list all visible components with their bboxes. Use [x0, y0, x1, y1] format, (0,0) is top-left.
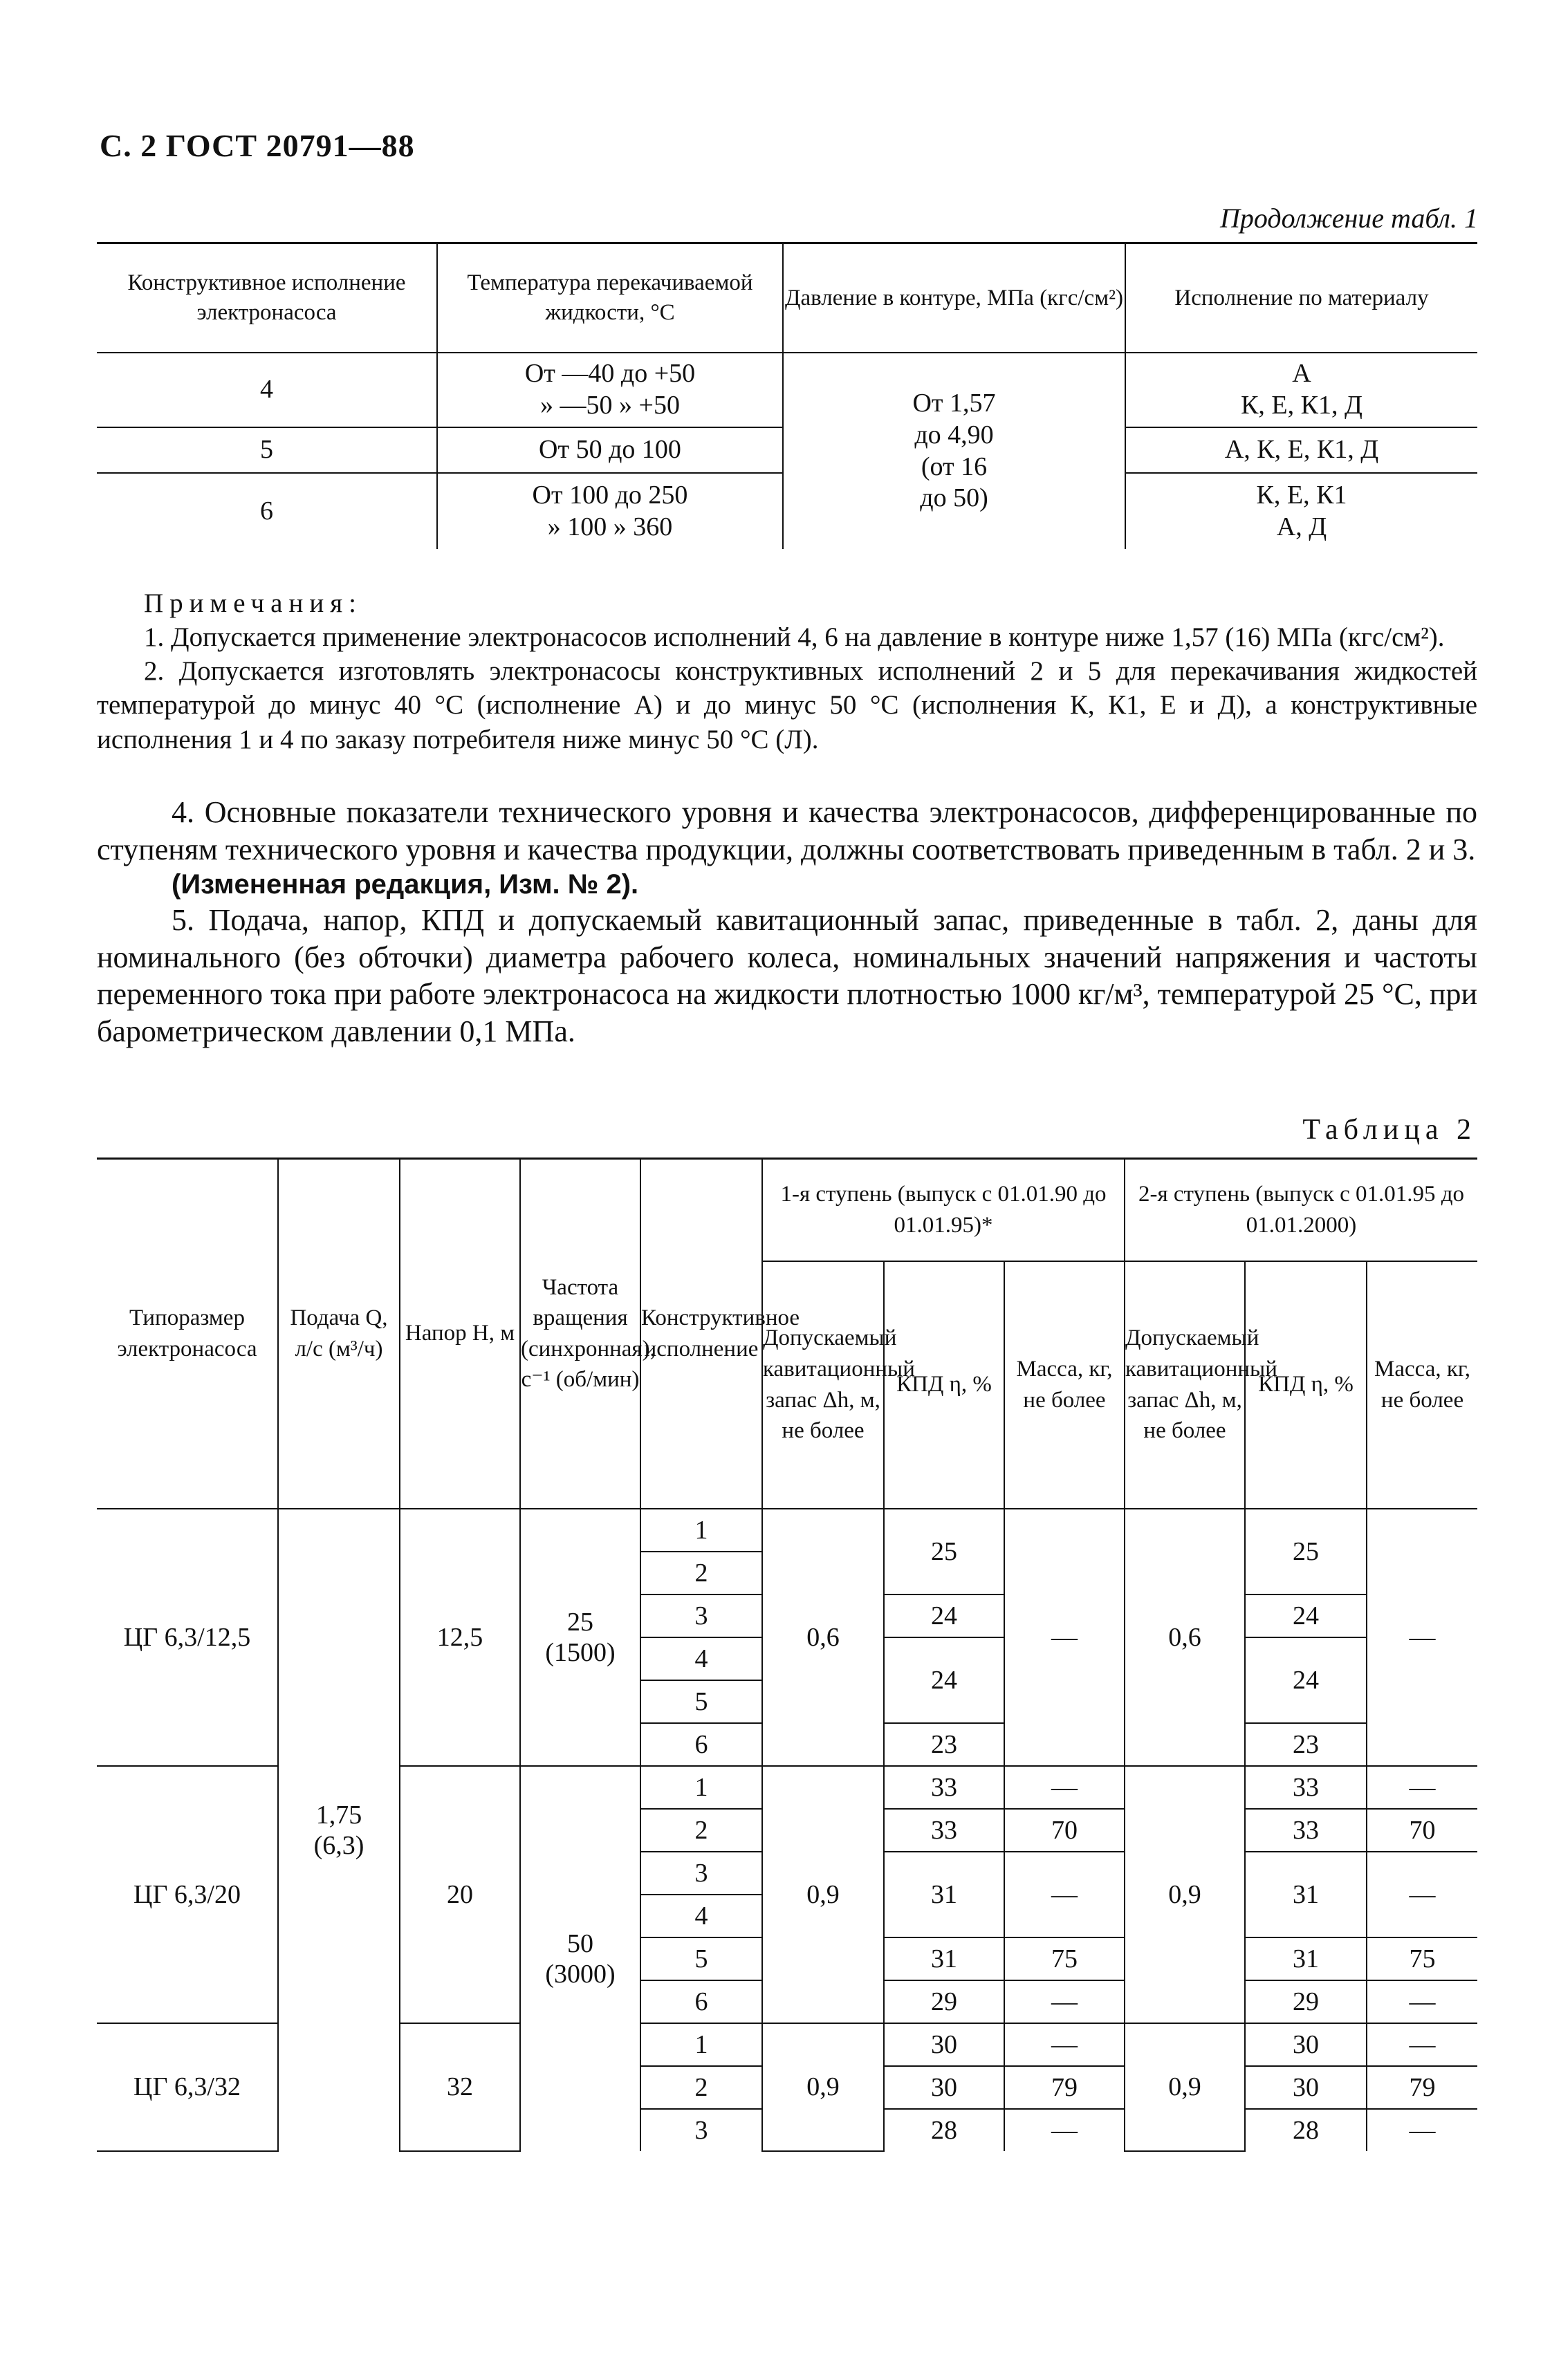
cell-head: 20: [400, 1766, 520, 2023]
cell-efficiency-1: 30: [884, 2066, 1004, 2109]
cell-pressure: От 1,57 до 4,90 (от 16 до 50): [783, 353, 1125, 549]
body-text: [97, 794, 1477, 1050]
notes-heading: Примечания:: [144, 588, 362, 618]
cell-efficiency-2: 24: [1245, 1595, 1367, 1637]
cell-efficiency-1: 31: [884, 1937, 1004, 1980]
cell-version: 3: [640, 1595, 762, 1637]
col-header-flow: Подача Q, л/с (м³/ч): [278, 1159, 400, 1509]
cell-type: ЦГ 6,3/12,5: [97, 1509, 278, 1766]
table-2: [97, 1158, 1477, 2152]
cell-version: 6: [260, 496, 273, 526]
col-header-efficiency-1: КПД η, %: [884, 1261, 1004, 1509]
cell-head: 12,5: [400, 1509, 520, 1766]
cell-npsh-2: 0,9: [1125, 2023, 1245, 2151]
cell-version: 2: [640, 1552, 762, 1595]
cell-flow: 1,75 (6,3): [278, 1509, 400, 2151]
cell-mass-1: 79: [1004, 2066, 1125, 2109]
table-row: [97, 353, 1477, 427]
cell-mass-2: —: [1367, 1509, 1477, 1766]
cell-efficiency-1: 30: [884, 2023, 1004, 2066]
cell-version: 4: [640, 1895, 762, 1937]
cell-version: 3: [640, 1852, 762, 1895]
col-header-material: Исполнение по материалу: [1125, 243, 1477, 353]
cell-frequency: 50 (3000): [520, 1766, 640, 2151]
col-header-mass-1: Масса, кг, не более: [1004, 1261, 1125, 1509]
cell-temperature: От 50 до 100: [437, 427, 783, 473]
cell-head: 32: [400, 2023, 520, 2151]
col-header-temperature: Температура перекачиваемой жидкости, °С: [437, 243, 783, 353]
cell-mass-2: —: [1367, 2023, 1477, 2066]
cell-temperature: От 100 до 250 » 100 » 360: [437, 473, 783, 549]
cell-version: 2: [640, 1809, 762, 1852]
col-header-version: Конструктивное исполнение: [640, 1159, 762, 1509]
cell-version: 4: [97, 353, 437, 427]
col-header-version: Конструктивное исполнение электронасоса: [97, 243, 437, 353]
cell-efficiency-1: 28: [884, 2109, 1004, 2151]
cell-efficiency-1: 24: [884, 1595, 1004, 1637]
col-header-pressure: Давление в контуре, МПа (кгс/см²): [783, 243, 1125, 353]
cell-efficiency-2: 30: [1245, 2066, 1367, 2109]
cell-efficiency-1: 25: [884, 1509, 1004, 1595]
cell-efficiency-2: 31: [1245, 1852, 1367, 1937]
col-header-mass-2: Масса, кг, не более: [1367, 1261, 1477, 1509]
cell-mass-1: 75: [1004, 1937, 1125, 1980]
cell-version: 3: [640, 2109, 762, 2151]
cell-version: 4: [640, 1637, 762, 1680]
cell-version: 6: [640, 1980, 762, 2023]
cell-efficiency-1: 33: [884, 1766, 1004, 1809]
cell-mass-1: 70: [1004, 1809, 1125, 1852]
cell-temperature: От —40 до +50 » —50 » +50: [437, 353, 783, 427]
cell-efficiency-1: 23: [884, 1723, 1004, 1766]
cell-mass-1: —: [1004, 2109, 1125, 2151]
cell-efficiency-2: 33: [1245, 1766, 1367, 1809]
cell-mass-1: —: [1004, 1980, 1125, 2023]
cell-version: 1: [640, 1766, 762, 1809]
cell-efficiency-2: 30: [1245, 2023, 1367, 2066]
cell-efficiency-2: 28: [1245, 2109, 1367, 2151]
cell-version: 5: [640, 1680, 762, 1723]
cell-npsh-2: 0,9: [1125, 1766, 1245, 2023]
col-header-head: Напор H, м: [400, 1159, 520, 1509]
cell-material: А К, Е, К1, Д: [1125, 353, 1477, 427]
cell-efficiency-2: 31: [1245, 1937, 1367, 1980]
note-1: 1. Допускается применение электронасосов исполнений 4, 6 на давление в контуре ниже 1,57 (16) МПа (кгс/см²).: [144, 622, 1445, 653]
cell-mass-2: 70: [1367, 1809, 1477, 1852]
cell-mass-2: —: [1367, 1852, 1477, 1937]
cell-mass-2: 75: [1367, 1937, 1477, 1980]
cell-type: ЦГ 6,3/20: [97, 1766, 278, 2023]
cell-npsh-1: 0,9: [762, 2023, 884, 2151]
cell-mass-2: —: [1367, 2109, 1477, 2151]
table1-caption: Продолжение табл. 1: [1219, 203, 1478, 234]
cell-type: ЦГ 6,3/32: [97, 2023, 278, 2151]
cell-efficiency-1: 33: [884, 1809, 1004, 1852]
cell-mass-2: —: [1367, 1766, 1477, 1809]
notes: [97, 586, 1477, 756]
cell-efficiency-2: 29: [1245, 1980, 1367, 2023]
cell-mass-1: —: [1004, 2023, 1125, 2066]
table-header-row: [97, 1159, 1477, 1261]
cell-version: 2: [640, 2066, 762, 2109]
cell-efficiency-2: 25: [1245, 1509, 1367, 1595]
col-header-npsh-1: Допускаемый кавитационный запас Δh, м, не более: [762, 1261, 884, 1509]
cell-mass-2: —: [1367, 1980, 1477, 2023]
cell-efficiency-1: 31: [884, 1852, 1004, 1937]
cell-material: А, К, Е, К1, Д: [1125, 427, 1477, 473]
cell-mass-1: —: [1004, 1766, 1125, 1809]
table-header-row: [97, 243, 1477, 353]
cell-npsh-1: 0,6: [762, 1509, 884, 1766]
cell-version: 1: [640, 2023, 762, 2066]
cell-version: 6: [640, 1723, 762, 1766]
col-header-stage-2: 2-я ступень (выпуск с 01.01.95 до 01.01.2000): [1125, 1159, 1477, 1261]
table-row: [97, 1509, 1477, 1552]
page-title: С. 2 ГОСТ 20791—88: [100, 128, 415, 163]
cell-efficiency-1: 29: [884, 1980, 1004, 2023]
cell-npsh-2: 0,6: [1125, 1509, 1245, 1766]
col-header-efficiency-2: КПД η, %: [1245, 1261, 1367, 1509]
cell-npsh-1: 0,9: [762, 1766, 884, 2023]
cell-efficiency-1: 24: [884, 1637, 1004, 1723]
cell-frequency: 25 (1500): [520, 1509, 640, 1766]
cell-efficiency-2: 24: [1245, 1637, 1367, 1723]
col-header-type: Типоразмер электронасоса: [97, 1159, 278, 1509]
note-2: 2. Допускается изготовлять электронасосы конструктивных исполнений 2 и 5 для перекачивания жидкостей температурой до минус 40 °С (исполнение А) и до минус 50 °С (исполнения К, К1, Е и Д), а конструктивные исполнения 1 и 4 по заказу потребителя ниже минус 50 °С (Л).: [97, 656, 1477, 754]
cell-version: 5: [640, 1937, 762, 1980]
col-header-frequency: Частота вращения (синхронная), с⁻¹ (об/мин): [520, 1159, 640, 1509]
cell-mass-1: —: [1004, 1509, 1125, 1766]
cell-version: 1: [640, 1509, 762, 1552]
col-header-stage-1: 1-я ступень (выпуск с 01.01.90 до 01.01.95)*: [762, 1159, 1125, 1261]
cell-material: К, Е, К1 А, Д: [1125, 473, 1477, 549]
cell-version: 5: [97, 427, 437, 473]
cell-efficiency-2: 23: [1245, 1723, 1367, 1766]
paragraph-4: 4. Основные показатели технического уровня и качества электронасосов, дифференцированные по ступеням технического уровня и качества продукции, должны соответствовать приведенным в табл. 2 и 3.: [97, 795, 1477, 866]
cell-efficiency-2: 33: [1245, 1809, 1367, 1852]
amendment-note: (Измененная редакция, Изм. № 2).: [172, 869, 639, 900]
table2-caption: Таблица 2: [1302, 1114, 1477, 1146]
cell-mass-1: —: [1004, 1852, 1125, 1937]
table-1-continuation: [97, 242, 1477, 549]
paragraph-5: 5. Подача, напор, КПД и допускаемый кавитационный запас, приведенные в табл. 2, даны для номинального (без обточки) диаметра рабочего колеса, номинальных значений напряжения и частоты переменного тока при работе электронасоса на жидкости плотностью 1000 кг/м³, температурой 25 °С, при барометрическом давлении 0,1 МПа.: [97, 903, 1477, 1049]
col-header-npsh-2: Допускаемый кавитационный запас Δh, м, не более: [1125, 1261, 1245, 1509]
cell-mass-2: 79: [1367, 2066, 1477, 2109]
